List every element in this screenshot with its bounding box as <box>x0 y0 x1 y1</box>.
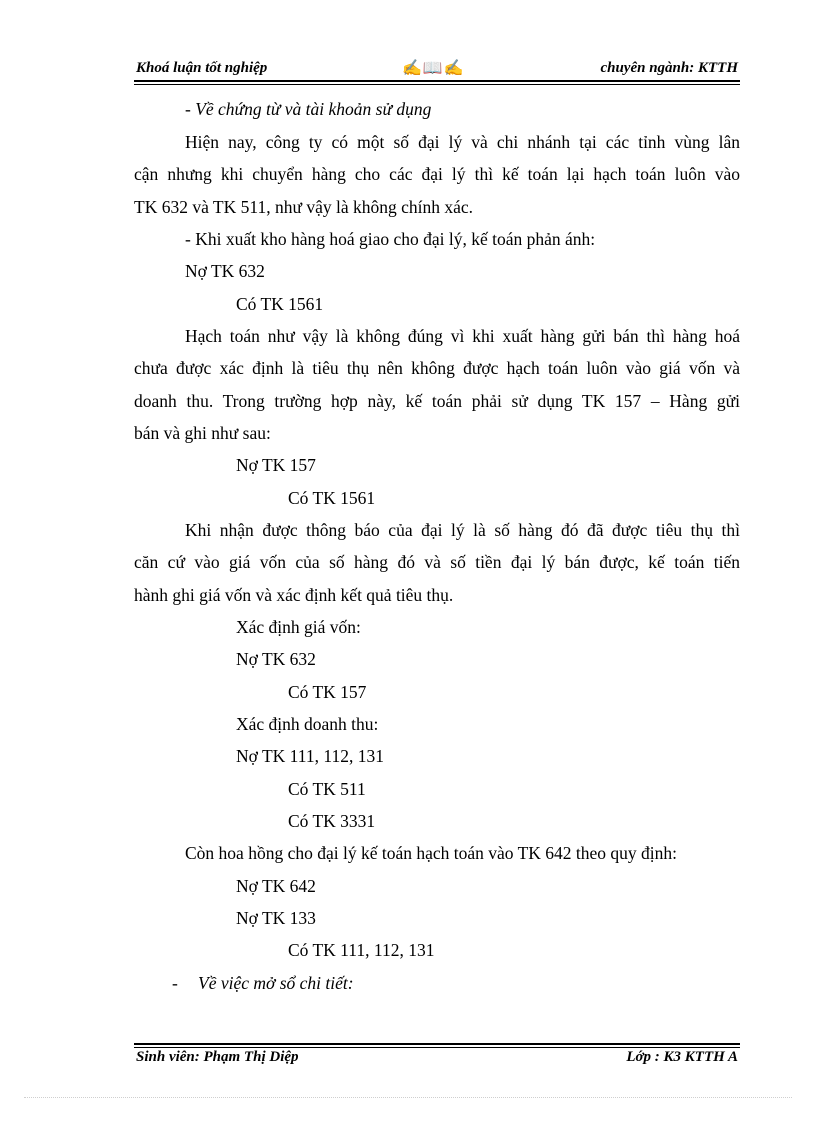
debit-entry: Nợ TK 632 <box>236 649 316 669</box>
debit-entry: Nợ TK 157 <box>236 455 316 475</box>
paragraph-line: Hiện nay, công ty có một số đại lý và chi nhánh tại các tỉnh vùng lân <box>185 132 740 152</box>
paragraph-line: TK 632 và TK 511, như vậy là không chính xác. <box>134 197 474 217</box>
footer-rule <box>134 1043 740 1045</box>
header-rule-thin <box>134 84 740 85</box>
paragraph-line: bán và ghi như sau: <box>134 423 271 443</box>
list-bullet: - <box>172 973 178 993</box>
debit-entry: Nợ TK 642 <box>236 876 316 896</box>
paragraph-line: doanh thu. Trong trường hợp này, kế toán phải sử dụng TK 157 – Hàng gửi <box>134 391 740 411</box>
section-heading-vouchers: - Về chứng từ và tài khoản sử dụng <box>185 99 432 119</box>
credit-entry: Có TK 1561 <box>288 488 376 508</box>
footer-rule-thin <box>134 1047 740 1048</box>
page-header <box>134 58 740 80</box>
footer-student-name: Sinh viên: Phạm Thị Diệp <box>136 1049 299 1065</box>
paragraph-line: hành ghi giá vốn và xác định kết quả tiêu thụ. <box>134 585 454 605</box>
paragraph-line: cận nhưng khi chuyển hàng cho các đại lý thì kế toán lại hạch toán luôn vào <box>134 164 740 184</box>
paragraph-line: căn cứ vào giá vốn của số hàng đó và số tiền đại lý bán được, kế toán tiến <box>134 552 740 572</box>
page-break-line <box>24 1097 792 1098</box>
entry-label: Xác định doanh thu: <box>236 714 379 734</box>
paragraph-line: Còn hoa hồng cho đại lý kế toán hạch toán vào TK 642 theo quy định: <box>185 843 678 863</box>
paragraph-line: Khi nhận được thông báo của đại lý là số hàng đó đã được tiêu thụ thì <box>185 520 740 540</box>
header-book-ornament-icon: ✍📖✍ <box>402 60 465 77</box>
header-thesis-title: Khoá luận tốt nghiệp <box>136 60 268 76</box>
header-major: chuyên ngành: KTTH <box>600 60 738 76</box>
credit-entry: Có TK 157 <box>288 682 367 702</box>
header-rule <box>134 80 740 82</box>
debit-entry: Nợ TK 133 <box>236 908 316 928</box>
paragraph-line: Hạch toán như vậy là không đúng vì khi xuất hàng gửi bán thì hàng hoá <box>185 326 740 346</box>
footer-class: Lớp : K3 KTTH A <box>626 1049 738 1065</box>
paragraph-line: - Khi xuất kho hàng hoá giao cho đại lý, kế toán phản ánh: <box>185 229 596 249</box>
paragraph-line: chưa được xác định là tiêu thụ nên không được hạch toán luôn vào giá vốn và <box>134 358 740 378</box>
debit-entry: Nợ TK 632 <box>185 261 265 281</box>
credit-entry: Có TK 1561 <box>236 294 324 314</box>
page-footer <box>134 1049 740 1071</box>
entry-label: Xác định giá vốn: <box>236 617 361 637</box>
credit-entry: Có TK 511 <box>288 779 366 799</box>
credit-entry: Có TK 111, 112, 131 <box>288 940 435 960</box>
debit-entry: Nợ TK 111, 112, 131 <box>236 746 384 766</box>
credit-entry: Có TK 3331 <box>288 811 376 831</box>
section-heading-detail-books: Về việc mở sổ chi tiết: <box>198 973 354 993</box>
